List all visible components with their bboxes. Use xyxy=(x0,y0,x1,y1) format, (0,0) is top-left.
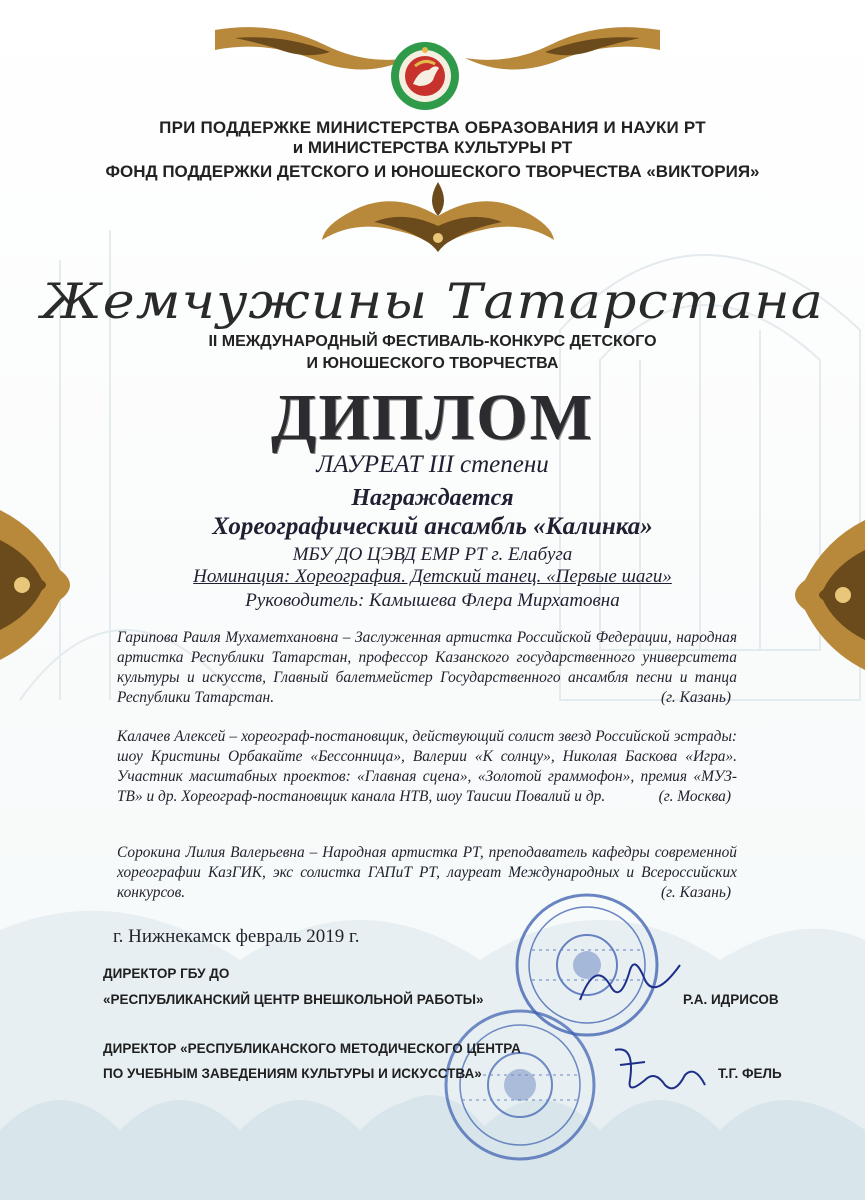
festival-subtitle-line-2: И ЮНОШЕСКОГО ТВОРЧЕСТВА xyxy=(306,355,559,372)
festival-subtitle-line-1: II МЕЖДУНАРОДНЫЙ ФЕСТИВАЛЬ-КОНКУРС ДЕТСКОГО xyxy=(208,333,657,350)
issue-date: г. Нижнекамск февраль 2019 г. xyxy=(113,926,360,947)
director-2-title-line-2: ПО УЧЕБНЫМ ЗАВЕДЕНИЯМ КУЛЬТУРЫ И ИСКУССТВА» xyxy=(103,1066,482,1081)
signature-idrisov xyxy=(575,950,685,1010)
jury-member-3-text: Сорокина Лилия Валерьевна – Народная артистка РТ, преподаватель кафедры современной хореографии КазГИК, экс солистка ГАПиТ РТ, лауреат Международных и Всероссийских конкурсов. xyxy=(117,844,737,901)
diploma-title: ДИПЛОМ xyxy=(271,381,594,454)
jury-member-1 xyxy=(117,628,737,708)
jury-member-1-city: (г. Казань) xyxy=(660,689,731,706)
recipient-school: МБУ ДО ЦЭВД ЕМР РТ г. Елабуга xyxy=(292,544,573,565)
director-2-name: Т.Г. ФЕЛЬ xyxy=(718,1066,782,1081)
top-left-ornament xyxy=(215,20,415,80)
official-stamp-2 xyxy=(440,1005,600,1165)
jury-member-3-city: (г. Казань) xyxy=(660,884,731,901)
festival-name: Жемчужины Татарстана xyxy=(41,273,824,330)
director-1-title-line-1: ДИРЕКТОР ГБУ ДО xyxy=(103,966,230,981)
nomination: Номинация: Хореография. Детский танец. «Первые шаги» xyxy=(193,566,672,587)
director-1-title-line-2: «РЕСПУБЛИКАНСКИЙ ЦЕНТР ВНЕШКОЛЬНОЙ РАБОТЫ» xyxy=(103,992,484,1007)
laureate-degree: ЛАУРЕАТ III степени xyxy=(316,451,549,478)
jury-member-2 xyxy=(117,727,737,807)
jury-member-1-text: Гарипова Раиля Мухаметхановна – Заслуженная артистка Российской Федерации, народная артистка Республики Татарстан, профессор Казанского государственного университета культуры и искусств, Главный балетмейстер Государственного ансамбля песни и танца Республики Татарстан. xyxy=(117,629,737,706)
left-side-ornament xyxy=(0,510,85,660)
header-line-2: и МИНИСТЕРСТВА КУЛЬТУРЫ РТ xyxy=(292,138,573,157)
top-right-ornament xyxy=(460,20,660,80)
jury-member-2-text: Калачев Алексей – хореограф-постановщик, действующий солист звезд Российской эстрады: шоу Кристины Орбакайте «Бессонница», Валерии «К солнцу», Николая Баскова «Игра». Участник масштабных проектов: «Главная сцена», «Золотой граммофон», премия «МУЗ-ТВ» и др. Хореограф-постановщик канала НТВ, шоу Таисии Повалий и др. xyxy=(117,728,737,805)
recipient-name: Хореографический ансамбль «Калинка» xyxy=(212,513,653,540)
right-side-ornament xyxy=(780,520,865,670)
leader-name: Руководитель: Камышева Флера Мирхатовна xyxy=(245,590,620,611)
signature-fel xyxy=(605,1040,715,1100)
central-ornament xyxy=(322,180,554,260)
director-2-title-line-1: ДИРЕКТОР «РЕСПУБЛИКАНСКОГО МЕТОДИЧЕСКОГО ЦЕНТРА xyxy=(103,1041,521,1056)
header-line-3: ФОНД ПОДДЕРЖКИ ДЕТСКОГО И ЮНОШЕСКОГО ТВОРЧЕСТВА «ВИКТОРИЯ» xyxy=(105,162,760,181)
tatarstan-emblem-icon xyxy=(389,40,461,112)
header-line-1: ПРИ ПОДДЕРЖКЕ МИНИСТЕРСТВА ОБРАЗОВАНИЯ И НАУКИ РТ xyxy=(159,118,706,137)
jury-member-2-city: (г. Москва) xyxy=(658,788,731,805)
awarded-label: Награждается xyxy=(351,485,514,511)
director-1-name: Р.А. ИДРИСОВ xyxy=(683,992,779,1007)
